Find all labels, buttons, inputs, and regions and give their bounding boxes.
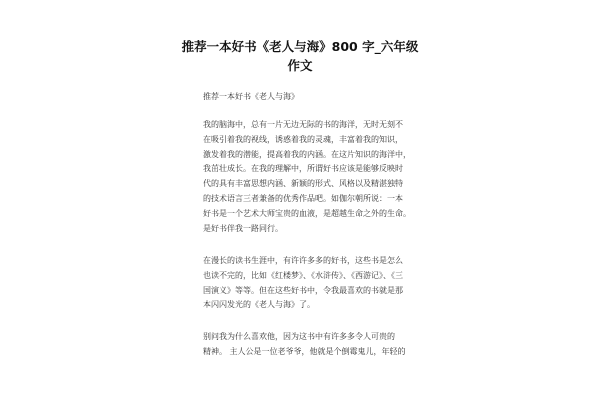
paragraph-line: 代的具有丰富思想内涵、新颖的形式、风格以及精湛独特 xyxy=(203,179,403,189)
paragraph-line: 我茁壮成长。在我的理解中，所谓好书应该是能够反映时 xyxy=(203,164,403,174)
paragraph-line: 是好书伴我一路同行。 xyxy=(203,223,283,233)
paragraph-line: 别问我为什么喜欢他，因为这书中有许多多令人可贵的 xyxy=(203,332,395,341)
paragraph-line: 的技术语言三者兼备的优秀作品吧。如伽尔朝所说：一本 xyxy=(203,193,403,203)
paragraph-line: 在吸引着我的视线，诱惑着我的灵魂，丰富着我的知识， xyxy=(203,134,403,144)
paragraph-line: 本闪闪发光的《老人与海》了。 xyxy=(203,300,315,310)
paragraph-line: 也读不完的，比如《红楼梦》、《水浒传》、《西游记》、《三 xyxy=(203,270,403,280)
paragraph-line: 我的脑海中，总有一片无边无际的书的海洋，无时无刻不 xyxy=(203,120,403,129)
paragraph-line: 国演义》等等。但在这些好书中，令我最喜欢的书就是那 xyxy=(203,285,403,295)
paragraph-line: 精神。 主人公是一位老爷爷，他就是个倒霉鬼儿，年轻的 xyxy=(203,346,406,356)
document-title-line2: 作文 xyxy=(287,58,313,73)
paragraph-3 xyxy=(203,330,413,360)
paragraph-line: 在漫长的读书生涯中，有许许多多的好书，这些书是怎么 xyxy=(203,256,403,265)
paragraph-line: 好书是一个艺术大师宝贵的血液，是超越生命之外的生命。 xyxy=(203,208,411,218)
document-title-line1: 推荐一本好书《老人与海》800 字_六年级 xyxy=(181,39,419,54)
paragraph-2 xyxy=(203,254,413,313)
paragraph-line: 激发着我的潜能，提高着我的内涵。在这片知识的海洋中， xyxy=(203,149,411,159)
paragraph-1 xyxy=(203,118,413,236)
document-subtitle: 推荐一本好书《老人与海》 xyxy=(203,92,299,101)
